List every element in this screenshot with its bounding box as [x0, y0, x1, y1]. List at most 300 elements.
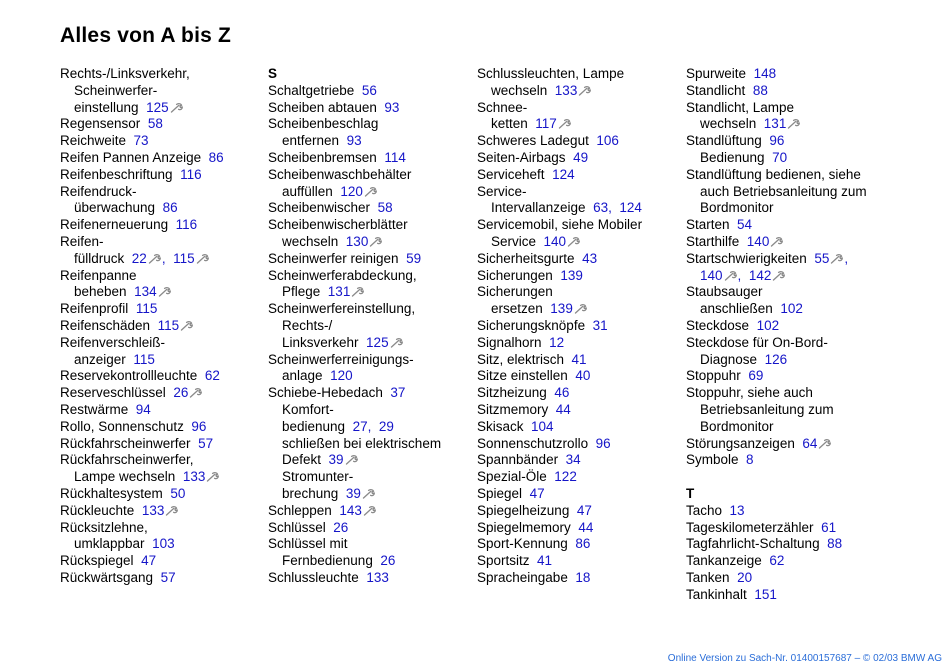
index-term: Regensensor	[60, 116, 141, 132]
page-number-link[interactable]: 41	[571, 351, 587, 367]
page-number-link[interactable]: 39	[345, 485, 361, 501]
index-term: Fernbedienung	[282, 553, 373, 569]
index-entry-line	[60, 217, 265, 234]
page-number-link[interactable]: 142	[748, 267, 772, 283]
index-entry	[60, 385, 265, 402]
page-number-link[interactable]: 96	[595, 435, 611, 451]
index-term: Rechts-/	[282, 317, 333, 333]
index-term: Scheinwerferreinigungs-	[268, 351, 414, 367]
page-number-link[interactable]: 139	[550, 301, 573, 317]
index-entry-line	[686, 385, 891, 402]
index-term: Scheibenbeschlag	[268, 116, 379, 132]
index-column-3	[477, 66, 682, 587]
page-separator: ,	[608, 200, 612, 216]
index-term: Scheinwerferabdeckung,	[268, 267, 417, 283]
index-entry-line	[686, 133, 891, 150]
page-number-link[interactable]: 143	[339, 502, 362, 518]
index-entry-line	[268, 385, 473, 402]
page-number-link[interactable]: 57	[160, 569, 176, 585]
index-entry	[686, 452, 891, 469]
index-entry-line	[60, 66, 265, 83]
index-term: ketten	[491, 116, 528, 132]
index-term: Restwärme	[60, 401, 129, 417]
index-entry-line	[477, 402, 682, 419]
page-number-link[interactable]: 86	[162, 200, 178, 216]
index-entry-line	[477, 452, 682, 469]
index-term: Scheibenwischerblätter	[268, 217, 408, 233]
index-term: Sonnenschutzrollo	[477, 435, 589, 451]
index-entry	[477, 385, 682, 402]
index-term: Sitze einstellen	[477, 368, 568, 384]
page-number-link[interactable]: 20	[737, 569, 753, 585]
index-entry	[60, 184, 265, 218]
index-term: Steckdose für On-Bord-	[686, 334, 828, 350]
index-entry	[686, 318, 891, 335]
index-entry	[477, 133, 682, 150]
page-number-link[interactable]: 94	[135, 401, 151, 417]
index-term: Schiebe-Hebedach	[268, 385, 383, 401]
index-entry-line	[268, 536, 473, 553]
page-number-link[interactable]: 26	[173, 385, 189, 401]
page-number-link[interactable]: 120	[330, 368, 353, 384]
index-entry-line	[60, 284, 265, 301]
index-entry-line	[477, 66, 682, 83]
page-number-link[interactable]: 140	[543, 233, 567, 249]
index-term: Tanken	[686, 569, 730, 585]
index-term: Reifendruck-	[60, 183, 137, 199]
page-separator: ,	[844, 250, 849, 266]
index-entry	[60, 553, 265, 570]
wrench-icon	[574, 304, 588, 314]
page-number-link[interactable]: 93	[346, 133, 362, 149]
index-entry	[477, 436, 682, 453]
index-entry	[477, 520, 682, 537]
page-number-link[interactable]: 18	[575, 569, 591, 585]
index-entry-line	[60, 268, 265, 285]
index-term: Schnee-	[477, 99, 528, 115]
index-entry	[60, 419, 265, 436]
index-entry-line	[477, 335, 682, 352]
index-term: Rückwärtsgang	[60, 569, 154, 585]
page-number-link[interactable]: 31	[592, 317, 608, 333]
index-entry-line	[477, 150, 682, 167]
page-number-link[interactable]: 114	[384, 149, 406, 165]
section-letter-heading: S	[268, 66, 278, 81]
index-entry-line	[60, 368, 265, 385]
index-entry-line	[477, 436, 682, 453]
index-entry-line	[686, 116, 891, 133]
page-number-link[interactable]: 125	[146, 99, 169, 115]
page-number-link[interactable]: 140	[746, 233, 770, 249]
page-number-link[interactable]: 43	[582, 250, 598, 266]
index-entry-line	[686, 335, 891, 352]
wrench-icon	[787, 119, 801, 129]
page-number-link[interactable]: 46	[554, 385, 570, 401]
index-term: auch Betriebsanleitung zum	[700, 183, 867, 199]
index-entry-line	[60, 419, 265, 436]
index-term: Reifenverschleiß-	[60, 334, 166, 350]
index-entry	[60, 234, 265, 268]
index-entry-line	[477, 100, 682, 117]
wrench-icon	[772, 271, 786, 281]
index-entry	[686, 436, 891, 453]
page-number-link[interactable]: 12	[549, 334, 565, 350]
index-entry-line	[686, 301, 891, 318]
index-term: Tankanzeige	[686, 553, 762, 569]
index-entry-line	[477, 268, 682, 285]
index-entry	[268, 217, 473, 251]
index-entry-line	[268, 200, 473, 217]
index-entry-line	[686, 217, 891, 234]
page-number-link[interactable]: 115	[133, 351, 155, 367]
index-entry-line	[686, 368, 891, 385]
index-term: Sicherungen	[477, 267, 553, 283]
index-entry	[268, 116, 473, 150]
page-number-link[interactable]: 54	[737, 217, 753, 233]
index-term: Standlüftung bedienen, siehe	[686, 166, 861, 182]
index-entry-line	[268, 83, 473, 100]
wrench-icon	[558, 119, 572, 129]
index-entry-line	[60, 150, 265, 167]
index-entry-line	[60, 436, 265, 453]
index-term: Reserveschlüssel	[60, 385, 166, 401]
index-entry-line	[477, 486, 682, 503]
index-term: Sicherungsknöpfe	[477, 317, 586, 333]
index-term: Scheibenwischer	[268, 200, 371, 216]
index-entry-line	[60, 486, 265, 503]
index-entry-line	[686, 419, 891, 436]
page-number-link[interactable]: 58	[377, 200, 393, 216]
page-number-link[interactable]: 103	[152, 536, 175, 552]
index-entry	[268, 251, 473, 268]
index-term: überwachung	[74, 200, 156, 216]
index-entry-line	[686, 553, 891, 570]
index-entry	[268, 100, 473, 117]
page-number-link[interactable]: 47	[529, 485, 545, 501]
page-number-link[interactable]: 133	[554, 82, 578, 98]
index-term: Rückfahrscheinwerfer	[60, 435, 191, 451]
index-entry	[477, 486, 682, 503]
index-entry	[686, 536, 891, 553]
index-entry-line	[686, 352, 891, 369]
wrench-icon	[830, 254, 844, 264]
index-entry	[477, 167, 682, 184]
wrench-icon	[369, 237, 383, 247]
index-term: Bordmonitor	[700, 418, 774, 434]
index-entry-line	[477, 570, 682, 587]
index-term: Standlicht	[686, 82, 746, 98]
index-entry	[686, 368, 891, 385]
page-number-link[interactable]: 55	[814, 250, 830, 266]
index-term: Schlussleuchte	[268, 569, 359, 585]
wrench-icon	[206, 472, 220, 482]
index-entry	[686, 587, 891, 604]
page-number-link[interactable]: 61	[821, 519, 837, 535]
index-entry	[477, 251, 682, 268]
page-number-link[interactable]: 115	[157, 317, 180, 333]
index-entry	[686, 503, 891, 520]
index-entry	[268, 520, 473, 537]
index-entry-line	[268, 352, 473, 369]
index-term: Bedienung	[700, 149, 765, 165]
index-entry	[60, 452, 265, 486]
index-entry-line	[477, 83, 682, 100]
index-entry-line	[60, 385, 265, 402]
index-entry	[686, 100, 891, 134]
index-term: Komfort-	[282, 401, 334, 417]
page-number-link[interactable]: 44	[578, 519, 594, 535]
index-term: Scheibenwaschbehälter	[268, 166, 412, 182]
index-entry-line	[268, 234, 473, 251]
index-entry-line	[268, 419, 473, 436]
index-entry	[60, 335, 265, 369]
index-entry-line	[268, 486, 473, 503]
page-number-link[interactable]: 124	[552, 166, 575, 182]
index-term: Scheibenbremsen	[268, 149, 377, 165]
page-number-link[interactable]: 88	[827, 536, 843, 552]
index-entry-line	[268, 116, 473, 133]
page-number-link[interactable]: 47	[576, 502, 592, 518]
page-number-link[interactable]: 122	[554, 469, 577, 485]
page-number-link[interactable]: 27	[352, 418, 368, 434]
page-number-link[interactable]: 44	[555, 401, 571, 417]
index-term: Tacho	[686, 502, 723, 518]
page-number-link[interactable]: 58	[147, 116, 163, 132]
index-entry-line	[477, 167, 682, 184]
index-entry	[60, 268, 265, 302]
index-entry	[686, 83, 891, 100]
index-entry-line	[60, 520, 265, 537]
index-term: Spracheingabe	[477, 569, 568, 585]
index-term: wechseln	[491, 82, 548, 98]
page-number-link[interactable]: 40	[575, 368, 591, 384]
index-entry-line	[268, 520, 473, 537]
page-number-link[interactable]: 57	[198, 435, 214, 451]
index-term: Rechts-/Linksverkehr,	[60, 66, 190, 81]
wrench-icon	[818, 439, 832, 449]
section-letter-heading: T	[686, 485, 695, 501]
index-entry-line	[686, 268, 891, 285]
index-term: Linksverkehr	[282, 334, 359, 350]
index-entry-line	[60, 83, 265, 100]
page-number-link[interactable]: 133	[141, 502, 165, 518]
page-number-link[interactable]: 29	[378, 418, 394, 434]
index-entry	[60, 133, 265, 150]
index-entry-line	[60, 100, 265, 117]
index-entry-line	[686, 318, 891, 335]
page-number-link[interactable]: 37	[390, 385, 406, 401]
index-entry-line	[686, 83, 891, 100]
page-number-link[interactable]: 70	[772, 149, 788, 165]
page-number-link[interactable]: 47	[141, 553, 157, 569]
index-term: Tagfahrlicht-Schaltung	[686, 536, 820, 552]
page-number-link[interactable]: 134	[134, 284, 157, 300]
page-number-link[interactable]: 125	[366, 334, 389, 350]
index-entry	[60, 66, 265, 116]
index-entry-line	[60, 536, 265, 553]
page-number-link[interactable]: 148	[753, 66, 777, 81]
wrench-icon	[390, 338, 404, 348]
index-term: Spannbänder	[477, 452, 559, 468]
index-entry-line	[60, 184, 265, 201]
index-term: Rücksitzlehne,	[60, 519, 148, 535]
index-entry-line	[686, 234, 891, 251]
index-entry	[477, 553, 682, 570]
page-number-link[interactable]: 124	[619, 200, 642, 216]
index-entry	[477, 419, 682, 436]
index-entry	[60, 217, 265, 234]
index-term: Scheinwerfer reinigen	[268, 250, 399, 266]
page-number-link[interactable]: 133	[182, 469, 206, 485]
index-entry-line	[60, 251, 265, 268]
index-term: Spiegelheizung	[477, 502, 570, 518]
page-number-link[interactable]: 120	[340, 183, 363, 199]
index-term: Seiten-Airbags	[477, 149, 566, 165]
index-term: Scheiben abtauen	[268, 99, 377, 115]
index-term: Starthilfe	[686, 233, 740, 249]
page-number-link[interactable]: 131	[763, 116, 787, 132]
page-number-link[interactable]: 59	[406, 250, 422, 266]
index-entry	[686, 133, 891, 167]
page-number-link[interactable]: 115	[135, 301, 158, 317]
index-term: Rückleuchte	[60, 502, 135, 518]
index-entry-line	[60, 116, 265, 133]
index-term: Schlüssel	[268, 519, 326, 535]
page-number-link[interactable]: 86	[575, 536, 591, 552]
page-number-link[interactable]: 8	[746, 452, 754, 468]
page-number-link[interactable]: 102	[780, 301, 803, 317]
index-entry-line	[60, 352, 265, 369]
index-entry-line	[477, 536, 682, 553]
index-entry-line	[60, 452, 265, 469]
wrench-icon	[351, 287, 365, 297]
index-entry	[477, 469, 682, 486]
index-term: Symbole	[686, 452, 739, 468]
index-term: Betriebsanleitung zum	[700, 401, 834, 417]
index-term: Reservekontrollleuchte	[60, 368, 198, 384]
index-term: Schlussleuchten, Lampe	[477, 66, 625, 81]
index-entry-line	[60, 200, 265, 217]
page-number-link[interactable]: 62	[769, 553, 785, 569]
page-number-link[interactable]: 126	[764, 351, 788, 367]
index-term: Lampe wechseln	[74, 469, 176, 485]
page-number-link[interactable]: 139	[560, 267, 583, 283]
page-number-link[interactable]: 63	[593, 200, 609, 216]
page-number-link[interactable]: 116	[180, 166, 202, 182]
index-term: Standlicht, Lampe	[686, 99, 795, 115]
index-term: Reichweite	[60, 133, 127, 149]
page-number-link[interactable]: 88	[752, 82, 768, 98]
index-entry-line	[60, 469, 265, 486]
index-entry-line	[686, 536, 891, 553]
index-term: anlage	[282, 368, 323, 384]
page-number-link[interactable]: 130	[345, 233, 369, 249]
index-term: Signalhorn	[477, 334, 542, 350]
index-term: Rückspiegel	[60, 553, 134, 569]
index-entry	[477, 150, 682, 167]
wrench-icon	[148, 254, 162, 264]
index-term: Spurweite	[686, 66, 747, 81]
page-number-link[interactable]: 96	[191, 418, 207, 434]
page-number-link[interactable]: 140	[700, 267, 723, 283]
index-entry-line	[686, 402, 891, 419]
index-entry-line	[477, 385, 682, 402]
page-number-link[interactable]: 151	[754, 586, 777, 602]
index-entry	[477, 184, 682, 218]
wrench-icon	[363, 506, 377, 516]
index-term: Scheinwerfereinstellung,	[268, 301, 416, 317]
index-term: Sitz, elektrisch	[477, 351, 565, 367]
index-entry-line	[686, 503, 891, 520]
index-entry	[60, 486, 265, 503]
page-number-link[interactable]: 41	[537, 553, 553, 569]
index-entry	[477, 536, 682, 553]
page-number-link[interactable]: 13	[729, 502, 745, 518]
page-number-link[interactable]: 22	[131, 250, 147, 266]
index-entry-line	[686, 520, 891, 537]
index-term: Tageskilometerzähler	[686, 519, 814, 535]
page-number-link[interactable]: 69	[748, 368, 764, 384]
index-entry	[477, 268, 682, 285]
page-number-link[interactable]: 26	[380, 553, 396, 569]
index-entry	[686, 284, 891, 318]
wrench-icon	[578, 86, 592, 96]
index-term: Reifen Pannen Anzeige	[60, 149, 202, 165]
index-term: brechung	[282, 485, 339, 501]
page-number-link[interactable]: 106	[596, 133, 619, 149]
page-number-link[interactable]: 62	[204, 368, 220, 384]
page-number-link[interactable]: 64	[802, 435, 818, 451]
page-number-link[interactable]: 73	[133, 133, 149, 149]
page-number-link[interactable]: 96	[769, 133, 785, 149]
index-term: Reifen-	[60, 233, 104, 249]
index-term: anschließen	[700, 301, 773, 317]
page-number-link[interactable]: 131	[327, 284, 351, 300]
page-number-link[interactable]: 116	[175, 217, 198, 233]
page-number-link[interactable]: 102	[756, 317, 780, 333]
index-term: Serviceheft	[477, 166, 545, 182]
page-number-link[interactable]: 56	[361, 82, 377, 98]
page-number-link[interactable]: 117	[535, 116, 557, 132]
page-number-link[interactable]: 26	[333, 519, 349, 535]
page-number-link[interactable]: 86	[208, 149, 224, 165]
index-entry-line	[686, 100, 891, 117]
page-number-link[interactable]: 104	[531, 418, 554, 434]
index-entry-line	[268, 368, 473, 385]
index-entry	[268, 570, 473, 587]
index-term: ersetzen	[491, 301, 543, 317]
index-entry-line	[60, 335, 265, 352]
wrench-icon	[189, 388, 203, 398]
wrench-icon	[724, 271, 738, 281]
index-term: bedienung	[282, 418, 346, 434]
page-number-link[interactable]: 50	[170, 485, 186, 501]
page-number-link[interactable]: 115	[173, 250, 195, 266]
page-number-link[interactable]: 133	[366, 569, 389, 585]
page-number-link[interactable]: 93	[384, 99, 400, 115]
page-number-link[interactable]: 39	[328, 452, 344, 468]
index-entry-line	[686, 436, 891, 453]
index-entry	[477, 217, 682, 251]
page-number-link[interactable]: 34	[565, 452, 581, 468]
index-term: Schaltgetriebe	[268, 82, 355, 98]
index-term: Stoppuhr	[686, 368, 741, 384]
index-term: Starten	[686, 217, 730, 233]
index-entry	[477, 335, 682, 352]
page-number-link[interactable]: 49	[573, 149, 589, 165]
index-term: Reifenerneuerung	[60, 217, 169, 233]
index-term: Reifenpanne	[60, 267, 137, 283]
